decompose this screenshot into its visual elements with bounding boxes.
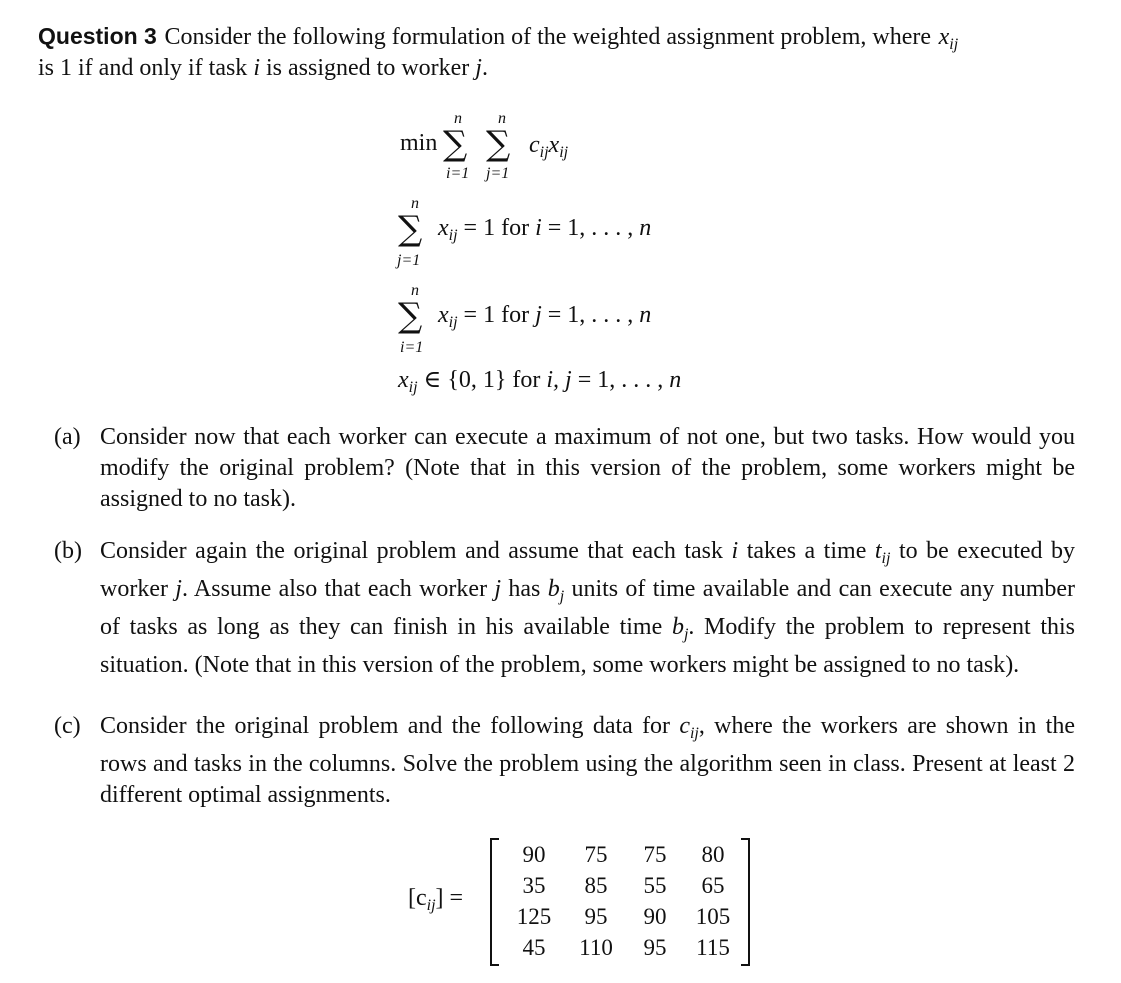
matrix-cell-r4-c1: 45 — [522, 935, 546, 960]
min-label: min — [400, 130, 438, 156]
matrix-bracket-left — [490, 838, 499, 966]
matrix-cell-r1-c1: 90 — [522, 842, 546, 867]
objective-term: $c_{ij}x_{ij}$ — [529, 132, 569, 161]
intro-text-a: is 1 if and only if task — [38, 55, 248, 81]
sigma-2: ∑ — [486, 124, 511, 164]
matrix-cell-r4-c4: 115 — [696, 935, 730, 960]
part-c-label: (c) — [54, 713, 81, 739]
part-c-text: Consider the original problem and the following data for $c_{ij}$, where the workers are shown in the rows and tasks in the columns. Solve the problem using the algorithm seen in class. Present at least 2 different optimal assignments. — [100, 713, 1075, 808]
constraint-3: $x_{ij}$ ∈ {0, 1} for i, j = 1, . . . , n — [398, 367, 682, 396]
matrix-cell-r2-c4: 65 — [701, 873, 725, 898]
matrix-cell-r3-c4: 105 — [695, 904, 731, 929]
intro-var-j: j — [475, 55, 482, 81]
sum2-lower: j=1 — [486, 165, 510, 182]
sum1-lower: i=1 — [446, 165, 470, 182]
matrix-cell-r3-c2: 95 — [584, 904, 608, 929]
intro-var-sub: ij — [949, 36, 959, 53]
matrix-cell-r4-c2: 110 — [579, 935, 613, 960]
sigma-1: ∑ — [443, 124, 468, 164]
intro-text-b: is assigned to worker — [265, 55, 470, 81]
intro-end: . — [481, 55, 488, 81]
intro-var-i: i — [253, 55, 260, 81]
part-a-label: (a) — [54, 424, 81, 450]
c1-sum-lower: j=1 — [397, 252, 421, 269]
c2-sum-lower: i=1 — [400, 339, 424, 356]
question-label: Question 3 — [38, 23, 157, 49]
c2-sigma: ∑ — [398, 296, 423, 336]
matrix-cell-r3-c3: 90 — [643, 904, 667, 929]
part-b-text: Consider again the original problem and assume that each task i takes a time $t_{ij}$ to be executed by worker j. Assume also that each worker j has $b_j$ units of time available and can execute any number of tasks as long as they can finish in his available time $b_j$. Modify the problem to represent this situation. (Note that in this version of the problem, some workers might be assigned to no task). — [100, 538, 1076, 678]
intro-var: x — [938, 24, 950, 50]
matrix-cell-r1-c4: 80 — [701, 842, 725, 867]
part-a-text: Consider now that each worker can execute a maximum of not one, but two tasks. How would you modify the original problem? (Note that in this version of the problem, some workers might be assigned to no task). — [100, 424, 1075, 512]
matrix-cell-r2-c3: 55 — [643, 873, 667, 898]
matrix-cell-r2-c2: 85 — [584, 873, 608, 898]
c1-body: $x_{ij} = 1$ for i = 1, . . . , n — [438, 215, 652, 244]
c1-sum-upper: n — [411, 195, 419, 212]
c2-body: $x_{ij} = 1$ for j = 1, . . . , n — [438, 302, 652, 331]
c2-sum-upper: n — [411, 282, 419, 299]
matrix-cell-r1-c3: 75 — [643, 842, 667, 867]
sum1-upper: n — [454, 110, 462, 127]
matrix-cell-r1-c2: 75 — [584, 842, 608, 867]
matrix-label: $[c_{ij}]$ = — [408, 885, 464, 914]
matrix-cell-r4-c3: 95 — [643, 935, 667, 960]
part-b-label: (b) — [54, 538, 82, 564]
matrix-cell-r2-c1: 35 — [522, 873, 546, 898]
question-intro-line2 — [38, 52, 488, 84]
sum2-upper: n — [498, 110, 506, 127]
matrix-cell-r3-c1: 125 — [516, 904, 552, 929]
c1-sigma: ∑ — [398, 209, 423, 249]
cost-matrix — [490, 838, 750, 962]
question-intro: Consider the following formulation of the weighted assignment problem, where — [164, 24, 931, 50]
